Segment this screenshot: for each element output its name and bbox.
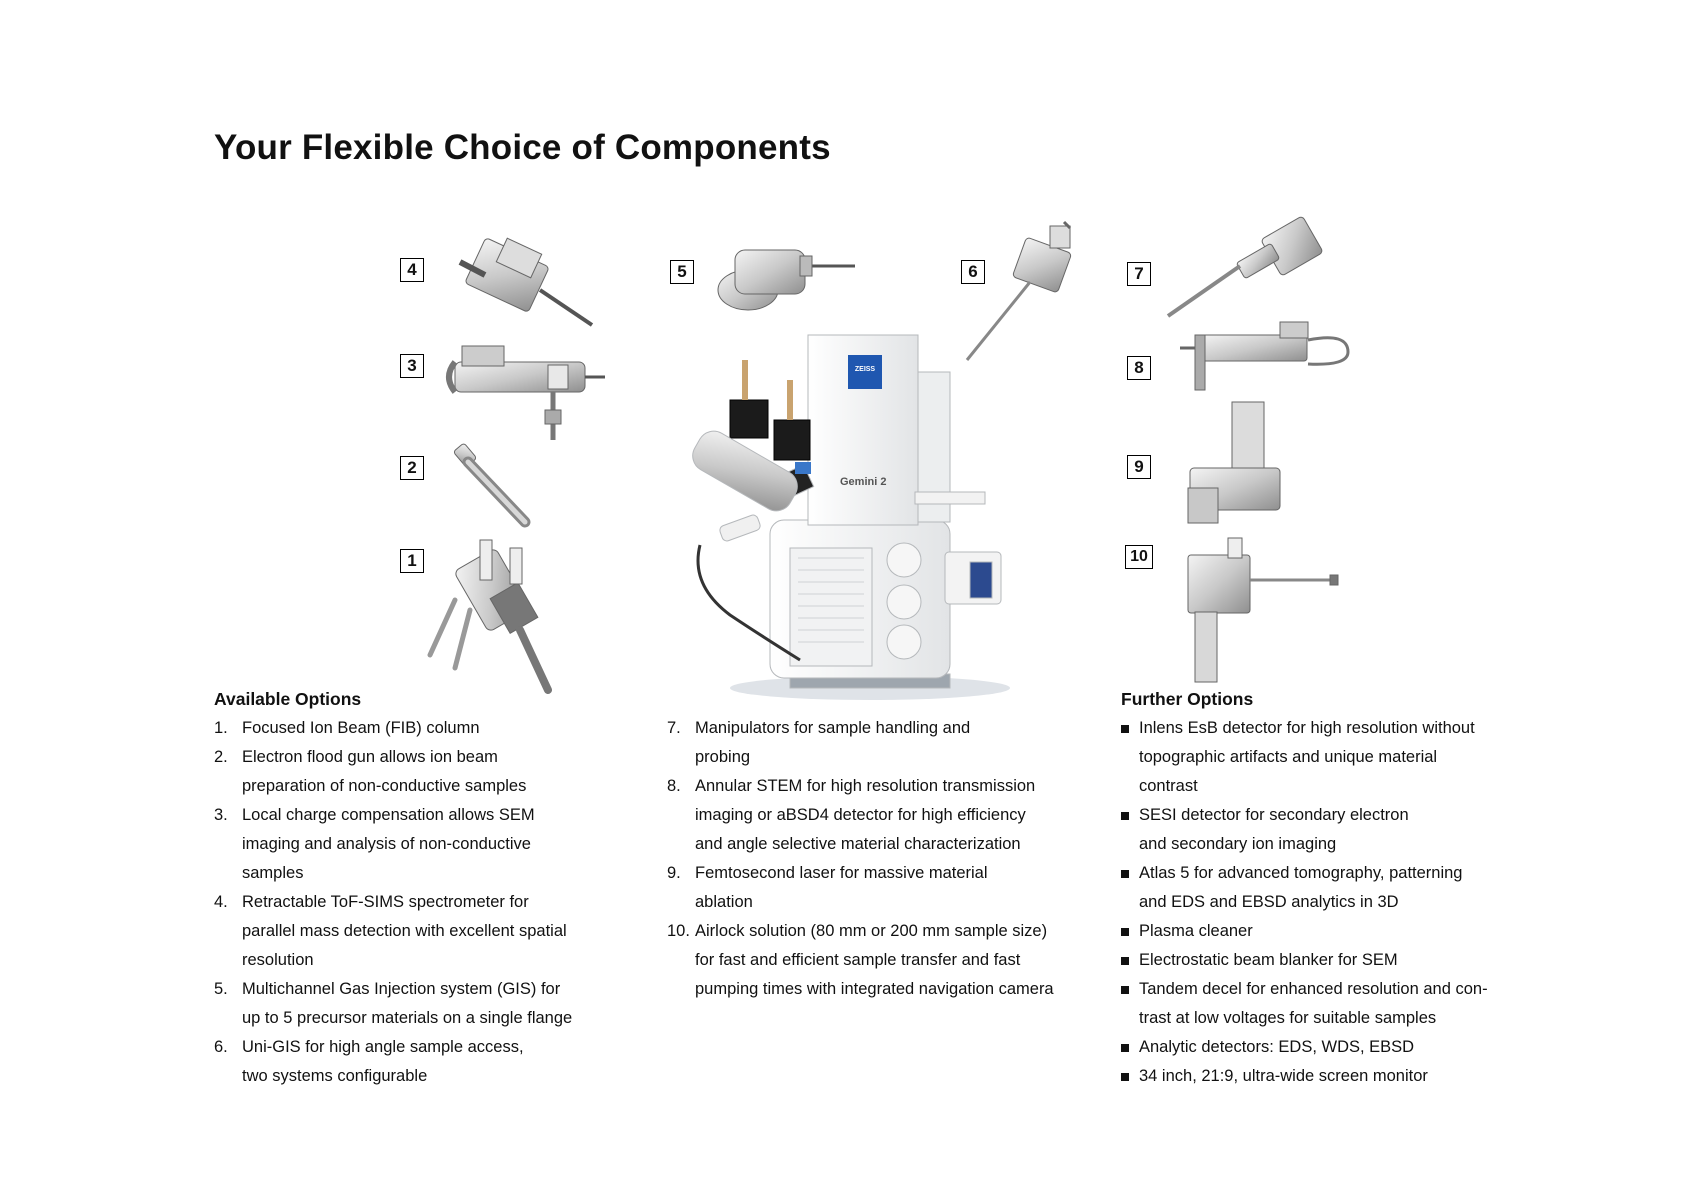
list-item — [1121, 1062, 1521, 1091]
list-item — [667, 917, 1087, 1004]
bullet-icon — [1121, 986, 1129, 994]
callout-10: 10 — [1125, 545, 1153, 569]
list-item — [214, 1033, 614, 1091]
item-number: 2. — [214, 748, 228, 766]
list-item — [1121, 917, 1521, 946]
item-text: Electron flood gun allows ion beam — [242, 748, 498, 766]
component-4-drawing — [460, 238, 592, 325]
model-label: Gemini 2 — [840, 476, 887, 488]
list-item — [1121, 1033, 1521, 1062]
item-text: imaging and analysis of non-conductive — [242, 835, 531, 853]
item-text: samples — [242, 864, 304, 882]
item-text: probing — [695, 748, 751, 766]
item-text: Tandem decel for enhanced resolution and con- — [1139, 980, 1488, 998]
item-text: contrast — [1139, 777, 1198, 795]
item-text: Plasma cleaner — [1139, 922, 1253, 940]
bullet-icon — [1121, 957, 1129, 965]
page-title: Your Flexible Choice of Components — [214, 128, 831, 167]
item-text: ablation — [695, 893, 753, 911]
callout-6: 6 — [961, 260, 985, 284]
item-text: SESI detector for secondary electron — [1139, 806, 1409, 824]
list-item — [214, 801, 614, 888]
item-text: Focused Ion Beam (FIB) column — [242, 719, 480, 737]
component-10-drawing — [1188, 538, 1338, 682]
list-item — [667, 772, 1087, 859]
list-item — [214, 743, 614, 801]
component-5-drawing — [718, 250, 855, 310]
item-text: Airlock solution (80 mm or 200 mm sample size) — [695, 922, 1048, 940]
item-text: Multichannel Gas Injection system (GIS) for — [242, 980, 561, 998]
list-item — [1121, 801, 1521, 859]
item-number: 1. — [214, 719, 228, 737]
item-text: Local charge compensation allows SEM — [242, 806, 535, 824]
further-options-list — [1121, 714, 1521, 1091]
further-options-column — [1121, 685, 1521, 1091]
component-9-drawing — [1188, 402, 1280, 523]
item-text: topographic artifacts and unique material — [1139, 748, 1438, 766]
component-3-drawing — [449, 346, 605, 440]
further-options-heading: Further Options — [1121, 689, 1254, 709]
item-text: Atlas 5 for advanced tomography, patterning — [1139, 864, 1463, 882]
microscope-drawing — [687, 335, 1010, 700]
list-item — [214, 888, 614, 975]
callout-3: 3 — [400, 354, 424, 378]
item-text: for fast and efficient sample transfer and fast — [695, 951, 1021, 969]
item-text: pumping times with integrated navigation camera — [695, 980, 1054, 998]
available-options-list — [214, 714, 614, 1091]
list-item — [1121, 975, 1521, 1033]
list-item — [1121, 946, 1521, 975]
list-item — [214, 714, 614, 743]
component-1-drawing — [430, 540, 548, 690]
list-item — [667, 859, 1087, 917]
list-item — [1121, 714, 1521, 801]
item-text: 34 inch, 21:9, ultra-wide screen monitor — [1139, 1067, 1428, 1085]
bullet-icon — [1121, 928, 1129, 936]
item-text: resolution — [242, 951, 314, 969]
item-text: Manipulators for sample handling and — [695, 719, 971, 737]
item-number: 5. — [214, 980, 228, 998]
available-options-continued-list — [667, 714, 1087, 1004]
callout-5: 5 — [670, 260, 694, 284]
item-text: Electrostatic beam blanker for SEM — [1139, 951, 1398, 969]
callout-1: 1 — [400, 549, 424, 573]
callout-8: 8 — [1127, 356, 1151, 380]
item-text: Inlens EsB detector for high resolution without — [1139, 719, 1475, 737]
callout-4: 4 — [400, 258, 424, 282]
item-text: Uni-GIS for high angle sample access, — [242, 1038, 524, 1056]
item-number: 9. — [667, 864, 681, 882]
item-text: and secondary ion imaging — [1139, 835, 1337, 853]
bullet-icon — [1121, 1044, 1129, 1052]
item-number: 4. — [214, 893, 228, 911]
available-options-column — [214, 685, 614, 1091]
callout-7: 7 — [1127, 262, 1151, 286]
bullet-icon — [1121, 870, 1129, 878]
component-8-drawing — [1180, 322, 1348, 390]
available-options-heading: Available Options — [214, 689, 362, 709]
item-text: Femtosecond laser for massive material — [695, 864, 988, 882]
item-text: preparation of non-conductive samples — [242, 777, 527, 795]
component-6-drawing — [967, 222, 1072, 360]
item-number: 7. — [667, 719, 681, 737]
item-text: Analytic detectors: EDS, WDS, EBSD — [1139, 1038, 1415, 1056]
item-text: and EDS and EBSD analytics in 3D — [1139, 893, 1399, 911]
bullet-icon — [1121, 812, 1129, 820]
list-item — [667, 714, 1087, 772]
component-2-drawing — [453, 443, 525, 522]
bullet-icon — [1121, 725, 1129, 733]
item-number: 3. — [214, 806, 228, 824]
item-number: 8. — [667, 777, 681, 795]
bullet-icon — [1121, 1073, 1129, 1081]
item-text: and angle selective material characterization — [695, 835, 1021, 853]
item-number: 6. — [214, 1038, 228, 1056]
item-text: two systems configurable — [242, 1067, 428, 1085]
list-item — [214, 975, 614, 1033]
item-text: imaging or aBSD4 detector for high efficiency — [695, 806, 1026, 824]
callout-9: 9 — [1127, 455, 1151, 479]
component-7-drawing — [1168, 216, 1323, 316]
item-text: Annular STEM for high resolution transmission — [695, 777, 1036, 795]
item-text: Retractable ToF-SIMS spectrometer for — [242, 893, 529, 911]
item-text: up to 5 precursor materials on a single flange — [242, 1009, 573, 1027]
item-text: parallel mass detection with excellent spatial — [242, 922, 567, 940]
callout-2: 2 — [400, 456, 424, 480]
item-number: 10. — [667, 922, 690, 940]
item-text: trast at low voltages for suitable samples — [1139, 1009, 1437, 1027]
available-options-continued-column — [667, 714, 1087, 1004]
brand-logo: ZEISS — [854, 366, 876, 373]
list-item — [1121, 859, 1521, 917]
